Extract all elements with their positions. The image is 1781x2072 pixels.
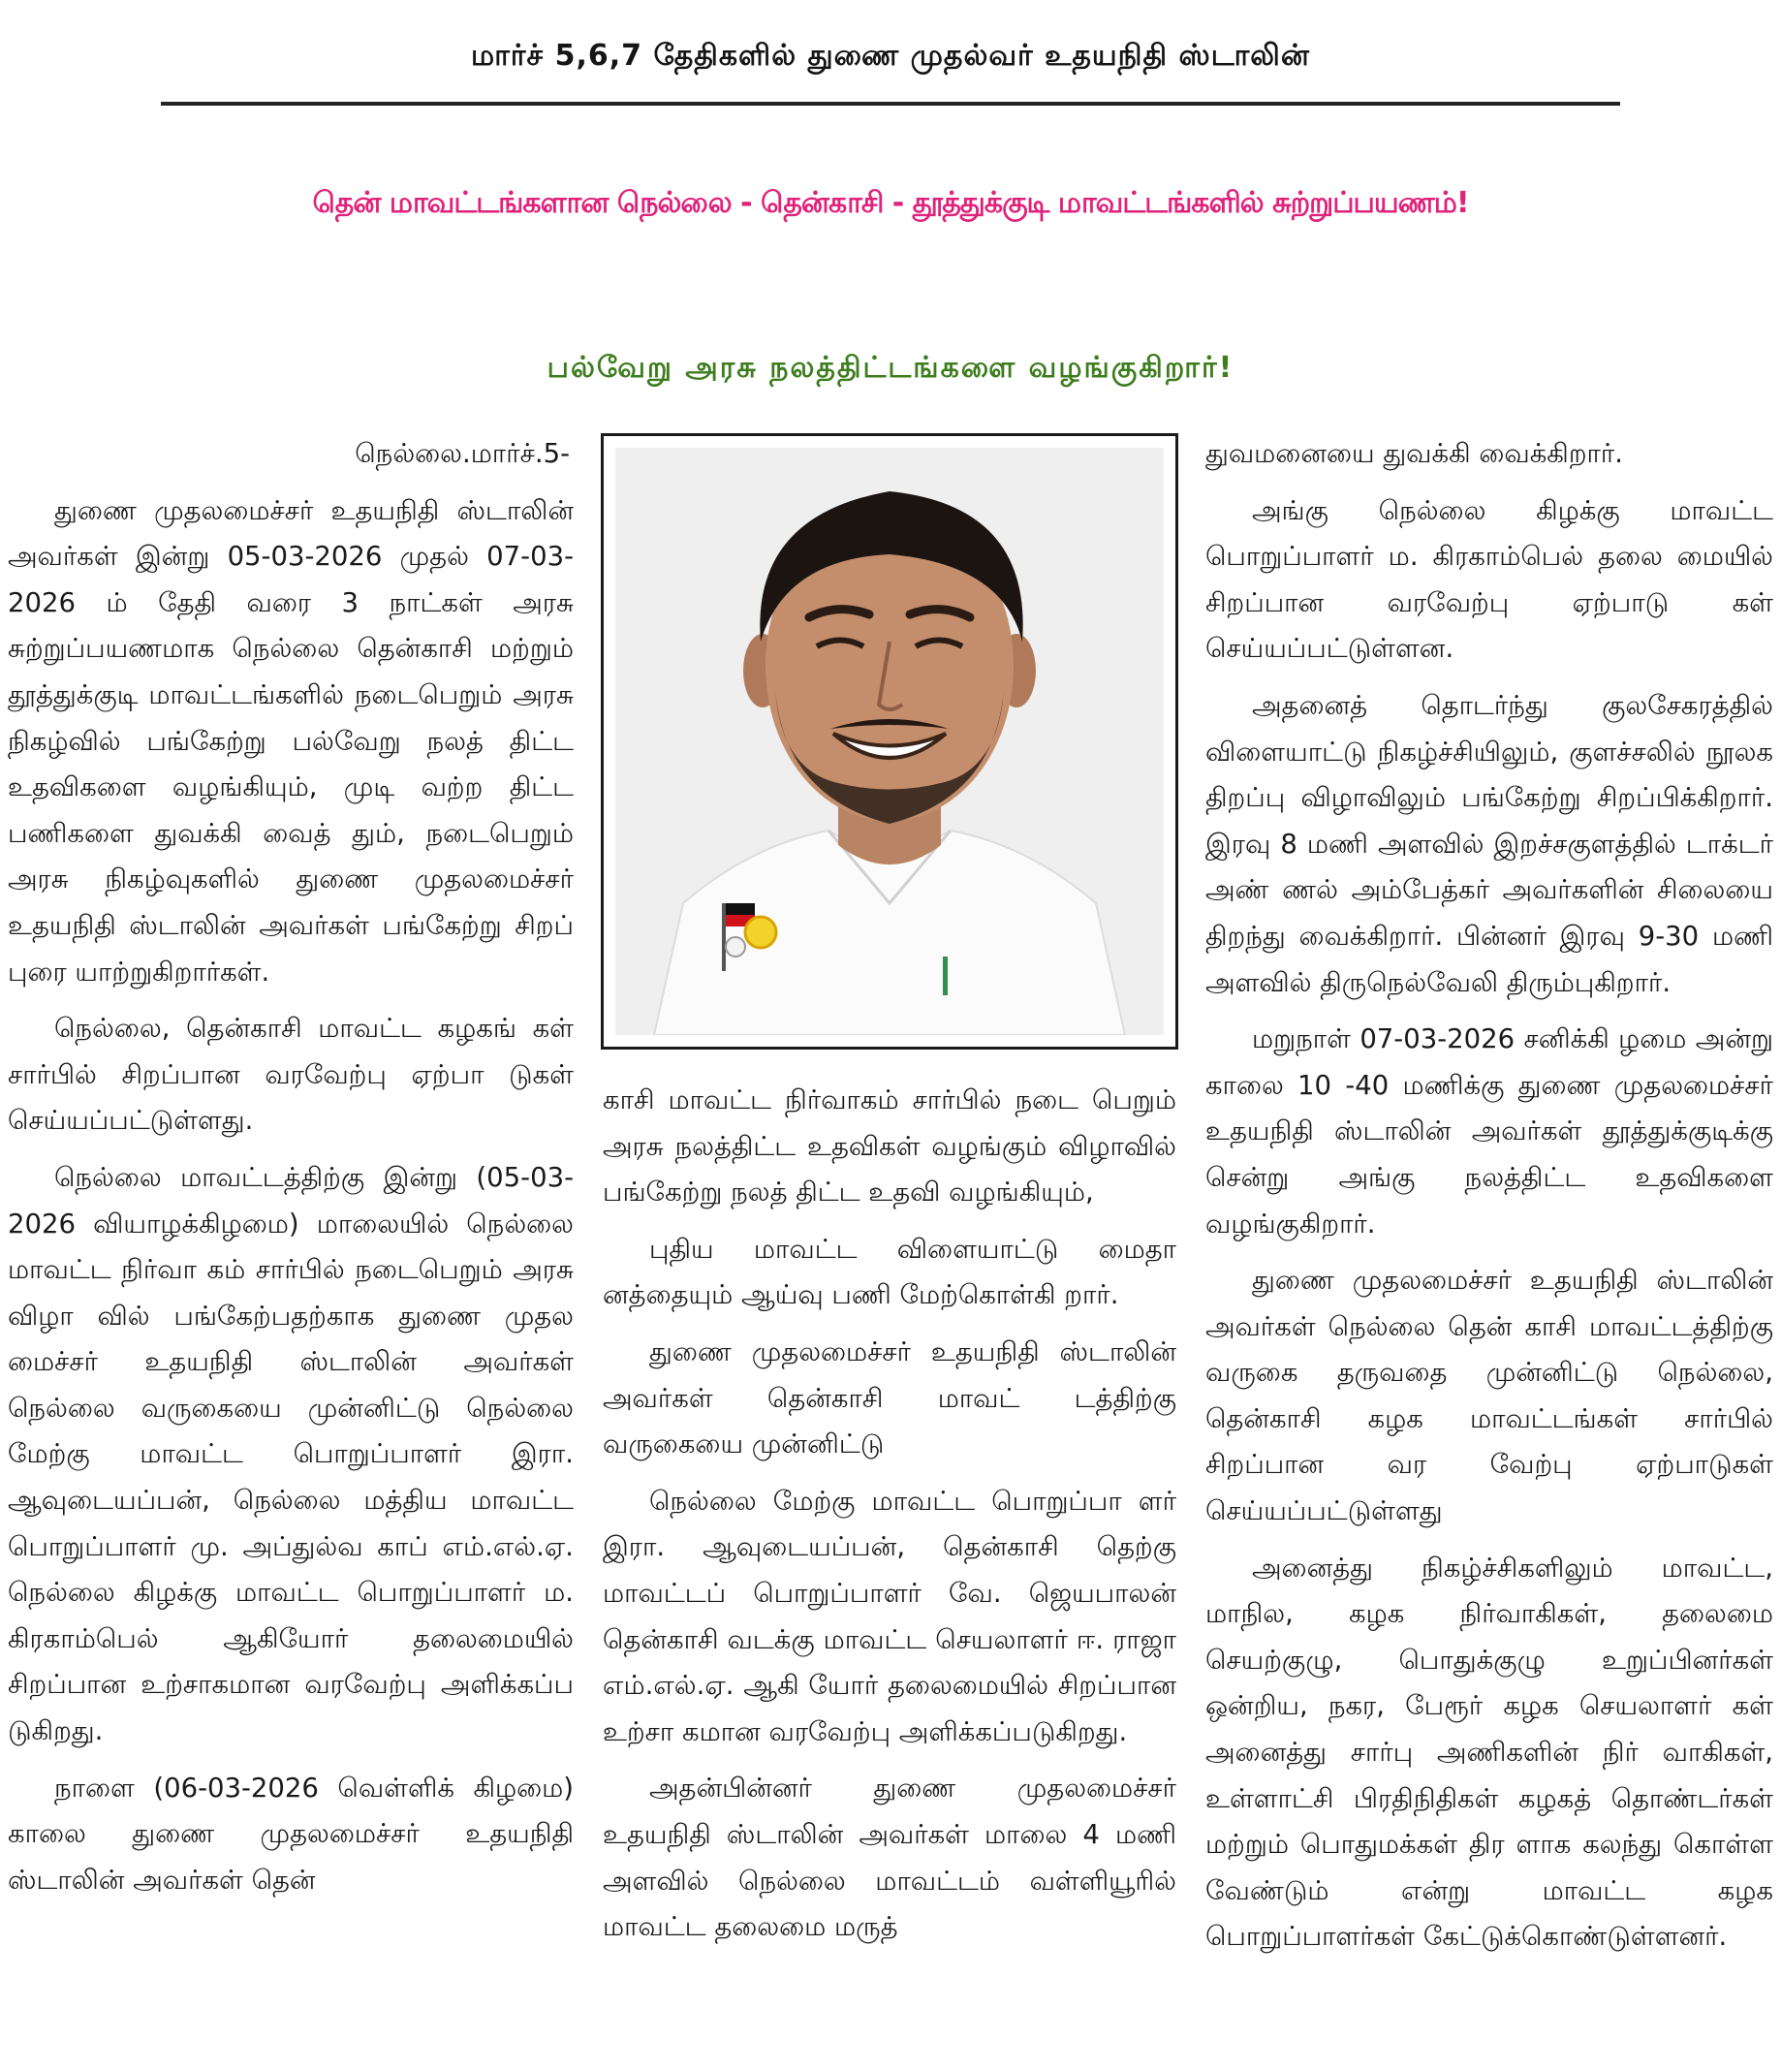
paragraph: துணை முதலமைச்சர் உதயநிதி ஸ்டாலின் அவர்கள் தென்காசி மாவட் டத்திற்கு வருகையை முன்னிட்டு — [603, 1335, 1176, 1460]
kicker-underline — [161, 102, 1620, 106]
paragraph: புதிய மாவட்ட விளையாட்டு மைதா னத்தையும் ஆய்வு பணி மேற்கொள்கி றார். — [603, 1233, 1176, 1311]
paragraph: நெல்லை மாவட்டத்திற்கு இன்று (05-03-2026 வியாழக்கிழமை) மாலையில் நெல்லை மாவட்ட நிர்வா கம் சார்பில் நடைபெறும் அரசு விழா வில் பங்கேற்பதற்காக துணை முதல மைச்சர் உதயநிதி ஸ்டாலின் அவர்கள் நெல்லை வருகையை முன்னிட்டு நெல்லை மேற்கு மாவட்ட பொறுப்பாளர் இரா. ஆவுடையப்பன், நெல்லை மத்திய மாவட்ட பொறுப்பாளர் மு. அப்துல்வ காப் எம்.எல்.ஏ. நெல்லை கிழக்கு மாவட்ட பொறுப்பாளர் ம. கிரகாம்பெல் ஆகியோர் தலைமையில் சிறப்பான உற்சாகமான வரவேற்பு அளிக்கப்ப டுகிறது. — [8, 1161, 574, 1747]
article-column-left — [8, 431, 574, 2072]
paragraph: அதனைத் தொடர்ந்து குலசேகரத்தில் விளையாட்டு நிகழ்ச்சியிலும், குளச்சலில் நூலக திறப்பு விழாவிலும் பங்கேற்று சிறப்பிக்கிறார். இரவு 8 மணி அளவில் இறச்சகுளத்தில் டாக்டர் அண் ணல் அம்பேத்கர் அவர்களின் சிலையை திறந்து வைக்கிறார். பின்னர் இரவு 9-30 மணி அளவில் திருநெல்வேலி திரும்புகிறார். — [1205, 689, 1773, 998]
paragraph: துணை முதலமைச்சர் உதயநிதி ஸ்டாலின் அவர்கள் நெல்லை தென் காசி மாவட்டத்திற்கு வருகை தருவதை முன்னிட்டு நெல்லை, தென்காசி கழக மாவட்டங்கள் சார்பில் சிறப்பான வர வேற்பு ஏற்பாடுகள் செய்யப்பட்டுள்ளது — [1205, 1265, 1773, 1527]
paragraph: நாளை (06-03-2026 வெள்ளிக் கிழமை) காலை துணை முதலமைச்சர் உதயநிதி ஸ்டாலின் அவர்கள் தென் — [8, 1772, 574, 1896]
article-column-middle — [603, 1078, 1176, 2072]
subheadline: பல்வேறு அரசு நலத்திட்டங்களை வழங்குகிறார்! — [547, 351, 1234, 385]
paragraph: அதன்பின்னர் துணை முதலமைச்சர் உதயநிதி ஸ்டாலின் அவர்கள் மாலை 4 மணி அளவில் நெல்லை மாவட்டம் வள்ளியூரில் மாவட்ட தலைமை மருத் — [603, 1773, 1176, 1943]
paragraph: மறுநாள் 07-03-2026 சனிக்கி ழமை அன்று காலை 10 -40 மணிக்கு துணை முதலமைச்சர் உதயநிதி ஸ்டாலின் அவர்கள் தூத்துக்குடிக்கு சென்று அங்கு நலத்திட்ட உதவிகளை வழங்குகிறார். — [1205, 1023, 1773, 1240]
paragraph: நெல்லை, தென்காசி மாவட்ட கழகங் கள் சார்பில் சிறப்பான வரவேற்பு ஏற்பா டுகள் செய்யப்பட்டுள்ளது. — [8, 1013, 574, 1137]
paragraph: நெல்லை மேற்கு மாவட்ட பொறுப்பா ளர் இரா. ஆவுடையப்பன், தென்காசி தெற்கு மாவட்டப் பொறுப்பாளர் வே. ஜெயபாலன் தென்காசி வடக்கு மாவட்ட செயலாளர் ஈ. ராஜா எம்.எல்.ஏ. ஆகி யோர் தலைமையில் சிறப்பான உற்சா கமான வரவேற்பு அளிக்கப்படுகிறது. — [603, 1485, 1176, 1747]
paragraph: காசி மாவட்ட நிர்வாகம் சார்பில் நடை பெறும் அரசு நலத்திட்ட உதவிகள் வழங்கும் விழாவில் பங்கேற்று நலத் திட்ட உதவி வழங்கியும், — [603, 1084, 1176, 1209]
paragraph: அனைத்து நிகழ்ச்சிகளிலும் மாவட்ட, மாநில, கழக நிர்வாகிகள், தலைமை செயற்குழு, பொதுக்குழு உறுப்பினர்கள் ஒன்றிய, நகர, பேரூர் கழக செயலாளர் கள் அனைத்து சார்பு அணிகளின் நிர் வாகிகள், உள்ளாட்சி பிரதிநிதிகள் கழகத் தொண்டர்கள் மற்றும் பொதுமக்கள் திர ளாக கலந்து கொள்ள வேண்டும் என்று மாவட்ட கழக பொறுப்பாளர்கள் கேட்டுக்கொண்டுள்ளனர். — [1205, 1552, 1773, 1953]
portrait-illustration — [615, 448, 1164, 1035]
article-column-right — [1205, 431, 1773, 2072]
headline: தென் மாவட்டங்களான நெல்லை - தென்காசி - தூத்துக்குடி மாவட்டங்களில் சுற்றுப்பயணம்! — [312, 186, 1469, 220]
portrait-photo-frame — [601, 433, 1178, 1050]
paragraph: அங்கு நெல்லை கிழக்கு மாவட்ட பொறுப்பாளர் ம. கிரகாம்பெல் தலை மையில் சிறப்பான வரவேற்பு ஏற்பாடு கள் செய்யப்பட்டுள்ளன. — [1205, 494, 1773, 665]
kicker-line: மார்ச் 5,6,7 தேதிகளில் துணை முதல்வர் உதயநிதி ஸ்டாலின் — [471, 39, 1310, 73]
dateline: நெல்லை.மார்ச்.5- — [355, 438, 570, 469]
portrait-photo — [615, 448, 1164, 1035]
paragraph: துவமனையை துவக்கி வைக்கிறார். — [1205, 438, 1624, 469]
paragraph: துணை முதலமைச்சர் உதயநிதி ஸ்டாலின் அவர்கள் இன்று 05-03-2026 முதல் 07-03-2026 ம் தேதி வரை 3 நாட்கள் அரசு சுற்றுப்பயணமாக நெல்லை தென்காசி மற்றும் தூத்துக்குடி மாவட்டங்களில் நடைபெறும் அரசு நிகழ்வில் பங்கேற்று பல்வேறு நலத் திட்ட உதவிகளை வழங்கியும், முடி வற்ற திட்ட பணிகளை துவக்கி வைத் தும், நடைபெறும் அரசு நிகழ்வுகளில் துணை முதலமைச்சர் உதயநிதி ஸ்டாலின் அவர்கள் பங்கேற்று சிறப் புரை யாற்றுகிறார்கள். — [8, 494, 574, 988]
